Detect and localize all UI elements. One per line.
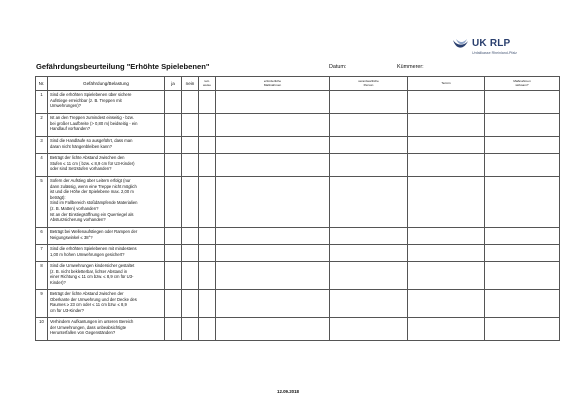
cell-wirksam[interactable] [485, 228, 560, 245]
cell-person[interactable] [330, 137, 408, 154]
cell-massnahmen[interactable] [216, 318, 330, 341]
cell-nein[interactable] [182, 245, 199, 262]
cell-termin[interactable] [408, 114, 485, 137]
row-number: 3 [36, 137, 48, 154]
cell-nein[interactable] [182, 262, 199, 290]
row-number: 7 [36, 245, 48, 262]
row-text: Verhindern Aufkantungen im unteren Bereich der Umwehrungen, dass unbeabsichtigte Herunterfallen von Gegenständen? [48, 318, 165, 341]
col-teilweise: teil- weise [199, 77, 216, 91]
cell-person[interactable] [330, 290, 408, 318]
cell-wirksam[interactable] [485, 318, 560, 341]
cell-wirksam[interactable] [485, 177, 560, 228]
cell-termin[interactable] [408, 318, 485, 341]
cell-termin[interactable] [408, 262, 485, 290]
cell-ja[interactable] [165, 137, 182, 154]
cell-wirksam[interactable] [485, 245, 560, 262]
cell-ja[interactable] [165, 154, 182, 177]
cell-termin[interactable] [408, 91, 485, 114]
cell-teilweise[interactable] [199, 245, 216, 262]
logo-text: UK RLP [472, 38, 511, 49]
assessment-table [35, 76, 560, 341]
row-text: Sind die Umwehrungen kindersicher gestaltet (z. B. nicht bekletterbar, lichter Abstand in einer Richtung ≤ 11 cm bzw. ≤ 8,9 cm für U3- Kinder)? [48, 262, 165, 290]
cell-teilweise[interactable] [199, 290, 216, 318]
row-text: Beträgt der lichte Abstand zwischen den Stufen ≤ 11 cm ( bzw. ≤ 8,9 cm für U3-Kinder) oder sind Setzstufen vorhanden? [48, 154, 165, 177]
cell-wirksam[interactable] [485, 290, 560, 318]
cell-person[interactable] [330, 228, 408, 245]
cell-ja[interactable] [165, 318, 182, 341]
cell-termin[interactable] [408, 290, 485, 318]
cell-ja[interactable] [165, 262, 182, 290]
cell-teilweise[interactable] [199, 114, 216, 137]
row-text: Sind die Handläufe so ausgeführt, dass man daran nicht hängenbleiben kann? [48, 137, 165, 154]
cell-massnahmen[interactable] [216, 177, 330, 228]
col-nr: Nr. [36, 77, 48, 91]
cell-wirksam[interactable] [485, 262, 560, 290]
cell-termin[interactable] [408, 177, 485, 228]
col-ja: ja [165, 77, 182, 91]
kuemmerer-label: Kümmerer: [397, 64, 424, 70]
table-row [36, 137, 560, 154]
cell-ja[interactable] [165, 114, 182, 137]
cell-wirksam[interactable] [485, 137, 560, 154]
row-text: Beträgt bei Wellenaufstiegen oder Rampen der Neigungswinkel ≤ 38°? [48, 228, 165, 245]
cell-termin[interactable] [408, 137, 485, 154]
cell-nein[interactable] [182, 114, 199, 137]
cell-massnahmen[interactable] [216, 137, 330, 154]
cell-person[interactable] [330, 245, 408, 262]
cell-nein[interactable] [182, 228, 199, 245]
cell-massnahmen[interactable] [216, 262, 330, 290]
table-row [36, 91, 560, 114]
table-row [36, 177, 560, 228]
row-number: 8 [36, 262, 48, 290]
cell-ja[interactable] [165, 177, 182, 228]
col-person: verantwortliche Person [330, 77, 408, 91]
cell-ja[interactable] [165, 290, 182, 318]
row-text: Sind die erhöhten Spielebenen mit mindestens 1,00 m hohen Umwehrungen gesichert? [48, 245, 165, 262]
cell-wirksam[interactable] [485, 154, 560, 177]
cell-teilweise[interactable] [199, 318, 216, 341]
cell-massnahmen[interactable] [216, 114, 330, 137]
row-text: Ist an den Treppen zumindest einseitig - bzw. bei großer Laufbreite (> 0,80 m) beidseitig - ein Handlauf vorhanden? [48, 114, 165, 137]
cell-massnahmen[interactable] [216, 91, 330, 114]
cell-person[interactable] [330, 91, 408, 114]
cell-nein[interactable] [182, 290, 199, 318]
row-number: 5 [36, 177, 48, 228]
cell-person[interactable] [330, 177, 408, 228]
cell-nein[interactable] [182, 177, 199, 228]
col-gefaehrdung: Gefährdung/Belastung [48, 77, 165, 91]
document-title: Gefährdungsbeurteilung "Erhöhte Spielebenen" [36, 62, 210, 71]
row-number: 6 [36, 228, 48, 245]
row-text: Sind die erhöhten Spielebenen über sichere Aufstiege erreichbar (z. B. Treppen mit Umwehrungen)? [48, 91, 165, 114]
col-wirksam: Maßnahmen wirksam? [485, 77, 560, 91]
cell-person[interactable] [330, 262, 408, 290]
uk-rlp-logo-icon [452, 38, 470, 52]
table-row [36, 290, 560, 318]
cell-nein[interactable] [182, 154, 199, 177]
cell-nein[interactable] [182, 137, 199, 154]
cell-person[interactable] [330, 318, 408, 341]
brand-logo [452, 38, 562, 64]
header-row [36, 77, 560, 91]
cell-massnahmen[interactable] [216, 228, 330, 245]
cell-nein[interactable] [182, 318, 199, 341]
cell-ja[interactable] [165, 245, 182, 262]
cell-nein[interactable] [182, 91, 199, 114]
cell-teilweise[interactable] [199, 228, 216, 245]
cell-termin[interactable] [408, 154, 485, 177]
cell-wirksam[interactable] [485, 114, 560, 137]
col-termin: Termin [408, 77, 485, 91]
logo-subtitle: Unfallkasse Rheinland-Pfalz [472, 51, 517, 55]
table-row [36, 262, 560, 290]
table-row [36, 318, 560, 341]
cell-teilweise[interactable] [199, 177, 216, 228]
cell-wirksam[interactable] [485, 91, 560, 114]
row-number: 4 [36, 154, 48, 177]
table-row [36, 154, 560, 177]
row-number: 2 [36, 114, 48, 137]
cell-ja[interactable] [165, 228, 182, 245]
cell-massnahmen[interactable] [216, 290, 330, 318]
cell-teilweise[interactable] [199, 91, 216, 114]
cell-person[interactable] [330, 114, 408, 137]
datum-label: Datum: [329, 64, 347, 70]
cell-massnahmen[interactable] [216, 154, 330, 177]
row-text: Sofern der Aufstieg über Leitern erfolgt (nur dann zulässig, wenn eine Treppe nicht möglich ist und die Höhe der Spielebene max. 2,00 m beträgt): Sind im Fallbereich stoßdämpfende Materialien (z. B. Matten) vorhanden? Ist an der Einstiegsöffnung ein Querriegel als Absturzsicherung vorhanden? [48, 177, 165, 228]
cell-person[interactable] [330, 154, 408, 177]
table-row [36, 245, 560, 262]
row-number: 10 [36, 318, 48, 341]
col-nein: nein [182, 77, 199, 91]
cell-teilweise[interactable] [199, 262, 216, 290]
footer-date: 12.09.2018 [277, 389, 299, 394]
cell-teilweise[interactable] [199, 154, 216, 177]
cell-termin[interactable] [408, 245, 485, 262]
cell-teilweise[interactable] [199, 137, 216, 154]
col-massnahmen: erforderliche Maßnahmen [216, 77, 330, 91]
row-number: 1 [36, 91, 48, 114]
row-text: Beträgt der lichte Abstand zwischen der Oberkante der Umwehrung und der Decke des Raumes ≥ 23 cm oder ≤ 11 cm bzw. ≤ 8,9 cm für U3-Kinder? [48, 290, 165, 318]
cell-massnahmen[interactable] [216, 245, 330, 262]
row-number: 9 [36, 290, 48, 318]
cell-ja[interactable] [165, 91, 182, 114]
table-row [36, 228, 560, 245]
cell-termin[interactable] [408, 228, 485, 245]
table-row [36, 114, 560, 137]
